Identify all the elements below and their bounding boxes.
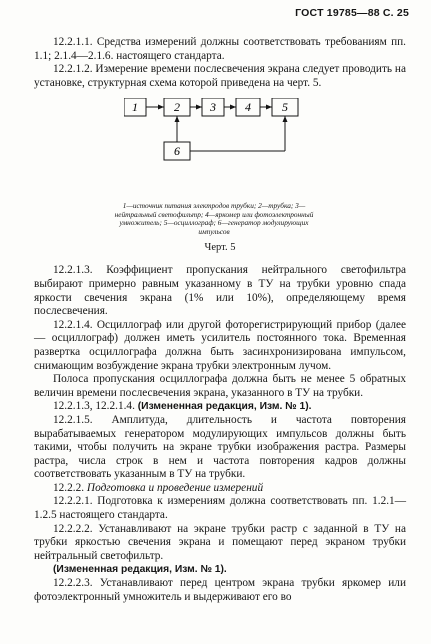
document-body [34, 36, 406, 604]
box-3-label: 3 [210, 100, 216, 115]
section-heading-12-2-2 [34, 482, 406, 496]
amendment-note: (Измененная редакция, Изм. № 1). [137, 401, 312, 413]
arrow-6-5 [283, 116, 288, 122]
section-title: Подготовка и проведение измерений [86, 481, 264, 494]
arrow-1-2 [158, 105, 164, 110]
box-5-label: 5 [282, 100, 288, 115]
figure-caption: Черт. 5 [204, 242, 236, 254]
amendment-ref: 12.2.1.3, 12.2.1.4. [53, 400, 135, 413]
paragraph-12-2-2-2: 12.2.2.2. Устанавливают на экране трубки растр с заданной в ТУ на трубки яркостью свечения экрана и помещают перед экраном трубки нейтральный светофильтр. [34, 522, 406, 562]
arrow-2-3 [196, 105, 202, 110]
box-4-label: 4 [245, 100, 251, 115]
paragraph-12-2-2-3: 12.2.2.3. Устанавливают перед центром экрана трубки яркомер или фотоэлектронный умножитель и выдерживают его во [34, 577, 406, 603]
box-1-label: 1 [132, 100, 138, 115]
arrow-6-2 [175, 116, 180, 122]
paragraph-bandwidth: Полоса пропускания осциллографа должна быть не менее 5 обратных величин времени послесвечения экрана, указанного в ТУ на трубки. [34, 373, 406, 399]
paragraph-12-2-1-1: 12.2.1.1. Средства измерений должны соответствовать требованиям пп. 1.1; 2.1.4—2.1.6. настоящего стандарта. [34, 36, 406, 62]
arrow-4-5 [266, 105, 272, 110]
paragraph-12-2-1-2: 12.2.1.2. Измерение времени послесвечения экрана следует проводить на установке, структурная схема которой приведена на черт. 5. [34, 63, 406, 89]
section-number: 12.2.2. [53, 481, 85, 494]
paragraph-12-2-1-3: 12.2.1.3. Коэффициент пропускания нейтрального светофильтра выбирают примерно равным указанному в ТУ на трубки уровню спада яркости свечения экрана (1% или 10%), определяющему время послесвечения. [34, 264, 406, 318]
paragraph-amendment-1 [34, 400, 406, 414]
box-6-label: 6 [174, 144, 180, 159]
paragraph-amendment-2 [34, 563, 406, 577]
paragraph-12-2-1-4: 12.2.1.4. Осциллограф или другой фоторегистрирующий прибор (далее — осциллограф) должен иметь усилитель постоянного тока. Временная развертка осциллографа должна быть засинхронизирована импульсом, снимающим возбуждение экрана трубки электронным лучом. [34, 318, 406, 372]
box-2-label: 2 [174, 100, 180, 115]
paragraph-12-2-1-5: 12.2.1.5. Амплитуда, длительность и частота повторения вырабатываемых генератором модулирующих импульсов должны быть такими, чтобы получить на экране трубки изображения растра. Размеры растра, числа строк в нем и частота повторения кадров должны соответствовать указанным в ТУ на трубки. [34, 413, 406, 481]
page-header: ГОСТ 19785—88 С. 25 [295, 7, 409, 19]
diagram-legend: 1—источник питания электродов трубки; 2—трубка; 3—нейтральный светофильтр; 4—яркомер или фотоэлектронный умножитель; 5—осциллограф; 6—генератор модулирующих импульсов [114, 201, 314, 236]
arrow-3-4 [230, 105, 236, 110]
block-diagram [34, 92, 406, 240]
amendment-note-2: (Измененная редакция, Изм. № 1). [53, 564, 227, 576]
block-diagram-svg [124, 98, 314, 198]
paragraph-12-2-2-1: 12.2.2.1. Подготовка к измерениям должна соответствовать пп. 1.2.1—1.2.5 настоящего стандарта. [34, 495, 406, 522]
